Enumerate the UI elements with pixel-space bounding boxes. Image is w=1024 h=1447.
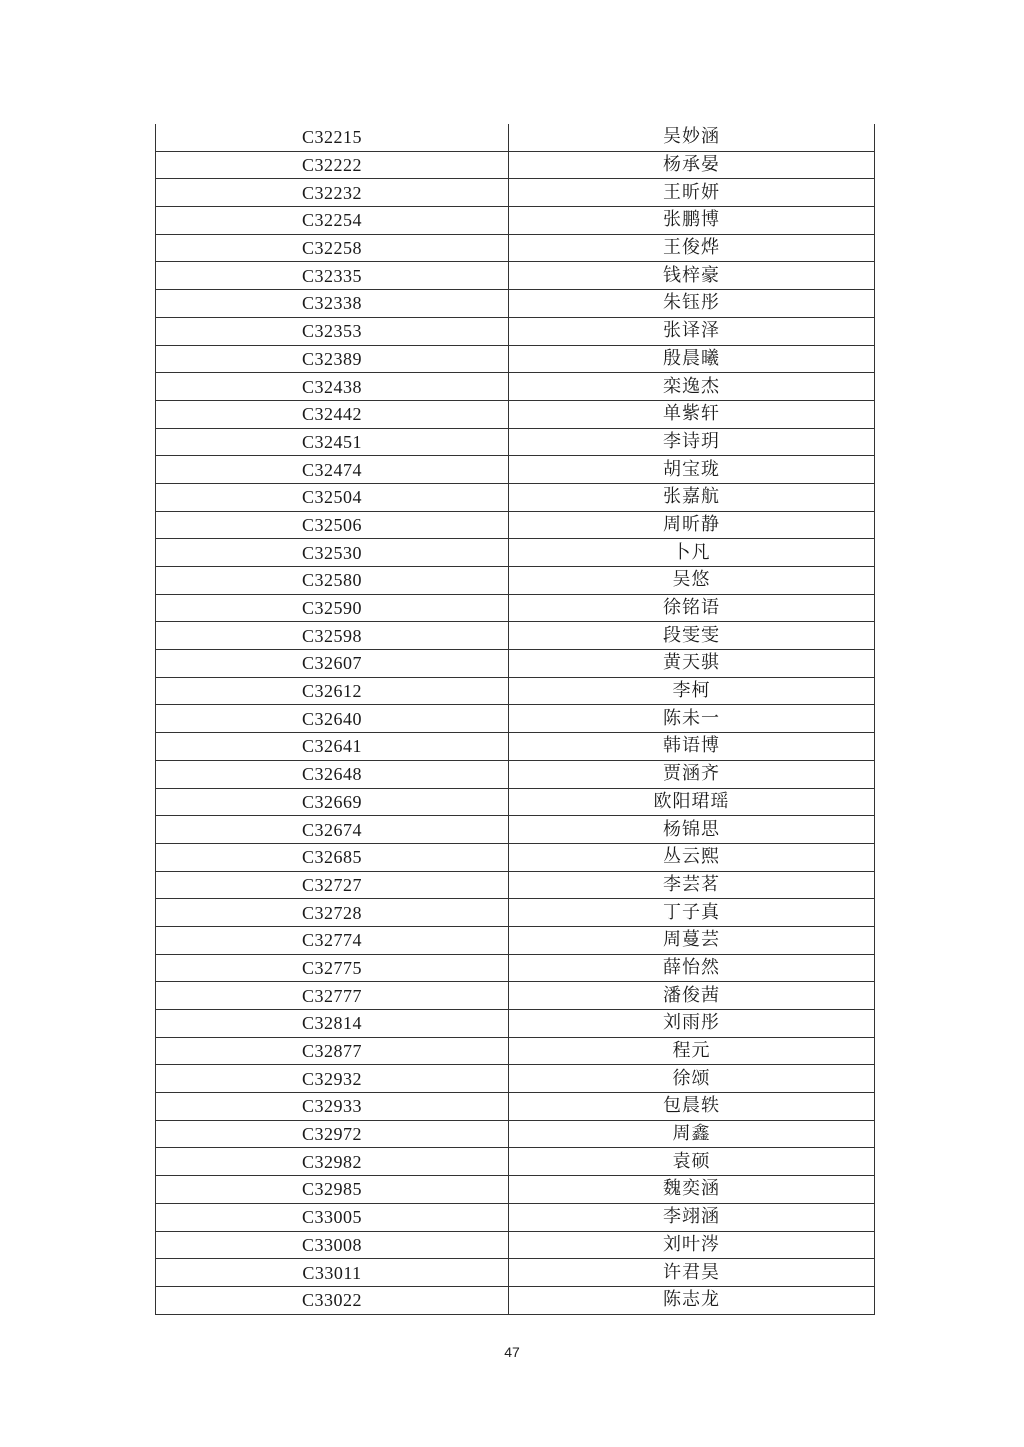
table-row <box>156 1120 875 1148</box>
student-name-cell: 吴妙涵 <box>509 124 875 151</box>
student-id-cell: C32335 <box>156 262 509 290</box>
student-id-cell: C32438 <box>156 373 509 401</box>
student-name-cell: 刘雨彤 <box>509 1010 875 1038</box>
student-name-cell: 杨锦思 <box>509 816 875 844</box>
student-id-cell: C32222 <box>156 151 509 179</box>
student-name-cell: 丁子真 <box>509 899 875 927</box>
student-name-cell: 陈未一 <box>509 705 875 733</box>
student-id-cell: C32504 <box>156 483 509 511</box>
table-row <box>156 1065 875 1093</box>
student-id-cell: C32389 <box>156 345 509 373</box>
student-name-cell: 张译泽 <box>509 317 875 345</box>
student-name-cell: 李诗玥 <box>509 428 875 456</box>
page-number: 47 <box>504 1344 520 1360</box>
student-name-cell: 张嘉航 <box>509 483 875 511</box>
table-row <box>156 1259 875 1287</box>
student-id-cell: C32777 <box>156 982 509 1010</box>
student-id-cell: C32607 <box>156 650 509 678</box>
student-id-cell: C32451 <box>156 428 509 456</box>
table-row <box>156 843 875 871</box>
student-id-cell: C32982 <box>156 1148 509 1176</box>
student-id-cell: C32474 <box>156 456 509 484</box>
student-id-cell: C32674 <box>156 816 509 844</box>
student-id-cell: C32640 <box>156 705 509 733</box>
student-id-cell: C32728 <box>156 899 509 927</box>
table-row <box>156 317 875 345</box>
table-row <box>156 373 875 401</box>
student-name-cell: 周蔓芸 <box>509 926 875 954</box>
table-row <box>156 428 875 456</box>
student-id-cell: C32353 <box>156 317 509 345</box>
student-name-cell: 刘叶涔 <box>509 1231 875 1259</box>
table-row <box>156 179 875 207</box>
student-name-cell: 程元 <box>509 1037 875 1065</box>
student-name-cell: 栾逸杰 <box>509 373 875 401</box>
table-row <box>156 234 875 262</box>
student-id-cell: C32669 <box>156 788 509 816</box>
student-name-cell: 王俊烨 <box>509 234 875 262</box>
student-id-cell: C32814 <box>156 1010 509 1038</box>
student-id-cell: C32932 <box>156 1065 509 1093</box>
table-row <box>156 1176 875 1204</box>
table-row <box>156 788 875 816</box>
student-id-cell: C32254 <box>156 207 509 235</box>
student-name-cell: 李芸茗 <box>509 871 875 899</box>
student-name-cell: 朱钰彤 <box>509 290 875 318</box>
student-id-cell: C32506 <box>156 511 509 539</box>
student-name-cell: 黄天骐 <box>509 650 875 678</box>
student-id-cell: C32648 <box>156 760 509 788</box>
table-row <box>156 871 875 899</box>
table-row <box>156 816 875 844</box>
table-row <box>156 954 875 982</box>
student-id-cell: C32933 <box>156 1093 509 1121</box>
student-id-cell: C32258 <box>156 234 509 262</box>
table-row <box>156 511 875 539</box>
student-id-cell: C33022 <box>156 1286 509 1314</box>
student-name-cell: 包晨轶 <box>509 1093 875 1121</box>
table-row <box>156 733 875 761</box>
student-id-cell: C32727 <box>156 871 509 899</box>
student-name-cell: 韩语博 <box>509 733 875 761</box>
student-id-cell: C32612 <box>156 677 509 705</box>
student-id-cell: C33005 <box>156 1203 509 1231</box>
student-id-cell: C32972 <box>156 1120 509 1148</box>
student-name-cell: 段雯雯 <box>509 622 875 650</box>
table-row <box>156 345 875 373</box>
table-row <box>156 1148 875 1176</box>
student-name-cell: 殷晨曦 <box>509 345 875 373</box>
student-id-cell: C32685 <box>156 843 509 871</box>
table-row <box>156 539 875 567</box>
student-id-cell: C32774 <box>156 926 509 954</box>
student-name-cell: 欧阳珺瑶 <box>509 788 875 816</box>
student-name-cell: 单紫轩 <box>509 400 875 428</box>
student-name-cell: 魏奕涵 <box>509 1176 875 1204</box>
table-row <box>156 456 875 484</box>
student-name-cell: 周昕静 <box>509 511 875 539</box>
student-name-cell: 徐颂 <box>509 1065 875 1093</box>
student-name-cell: 卜凡 <box>509 539 875 567</box>
table-row <box>156 650 875 678</box>
table-row <box>156 151 875 179</box>
table-row <box>156 1286 875 1314</box>
student-id-cell: C33011 <box>156 1259 509 1287</box>
table-row <box>156 1093 875 1121</box>
student-id-cell: C32530 <box>156 539 509 567</box>
student-name-cell: 周鑫 <box>509 1120 875 1148</box>
student-name-cell: 李柯 <box>509 677 875 705</box>
student-name-cell: 李翊涵 <box>509 1203 875 1231</box>
table-row <box>156 982 875 1010</box>
student-name-cell: 贾涵齐 <box>509 760 875 788</box>
student-name-cell: 袁硕 <box>509 1148 875 1176</box>
student-id-cell: C32641 <box>156 733 509 761</box>
student-id-cell: C32590 <box>156 594 509 622</box>
student-name-cell: 许君昊 <box>509 1259 875 1287</box>
table-row <box>156 262 875 290</box>
student-name-cell: 张鹏博 <box>509 207 875 235</box>
table-row <box>156 594 875 622</box>
table-row <box>156 1231 875 1259</box>
table-row <box>156 483 875 511</box>
table-row <box>156 1203 875 1231</box>
student-name-cell: 丛云熙 <box>509 843 875 871</box>
roster-table <box>155 124 875 1315</box>
table-row <box>156 926 875 954</box>
table-row <box>156 677 875 705</box>
student-name-cell: 陈志龙 <box>509 1286 875 1314</box>
student-id-cell: C32877 <box>156 1037 509 1065</box>
student-id-cell: C32442 <box>156 400 509 428</box>
student-id-cell: C32775 <box>156 954 509 982</box>
table-row <box>156 760 875 788</box>
student-id-cell: C33008 <box>156 1231 509 1259</box>
table-row <box>156 899 875 927</box>
student-name-cell: 杨承晏 <box>509 151 875 179</box>
student-id-cell: C32232 <box>156 179 509 207</box>
table-row <box>156 290 875 318</box>
student-name-cell: 薛怡然 <box>509 954 875 982</box>
roster-table-body <box>156 124 875 1314</box>
student-name-cell: 吴悠 <box>509 567 875 595</box>
table-row <box>156 622 875 650</box>
student-id-cell: C32598 <box>156 622 509 650</box>
student-id-cell: C32985 <box>156 1176 509 1204</box>
student-id-cell: C32215 <box>156 124 509 151</box>
student-name-cell: 潘俊茜 <box>509 982 875 1010</box>
table-row <box>156 207 875 235</box>
student-id-cell: C32580 <box>156 567 509 595</box>
student-name-cell: 王昕妍 <box>509 179 875 207</box>
table-row <box>156 705 875 733</box>
student-name-cell: 徐铭语 <box>509 594 875 622</box>
table-row <box>156 400 875 428</box>
table-row <box>156 124 875 151</box>
student-name-cell: 胡宝珑 <box>509 456 875 484</box>
table-row <box>156 1010 875 1038</box>
student-id-cell: C32338 <box>156 290 509 318</box>
table-row <box>156 567 875 595</box>
student-name-cell: 钱梓豪 <box>509 262 875 290</box>
table-row <box>156 1037 875 1065</box>
